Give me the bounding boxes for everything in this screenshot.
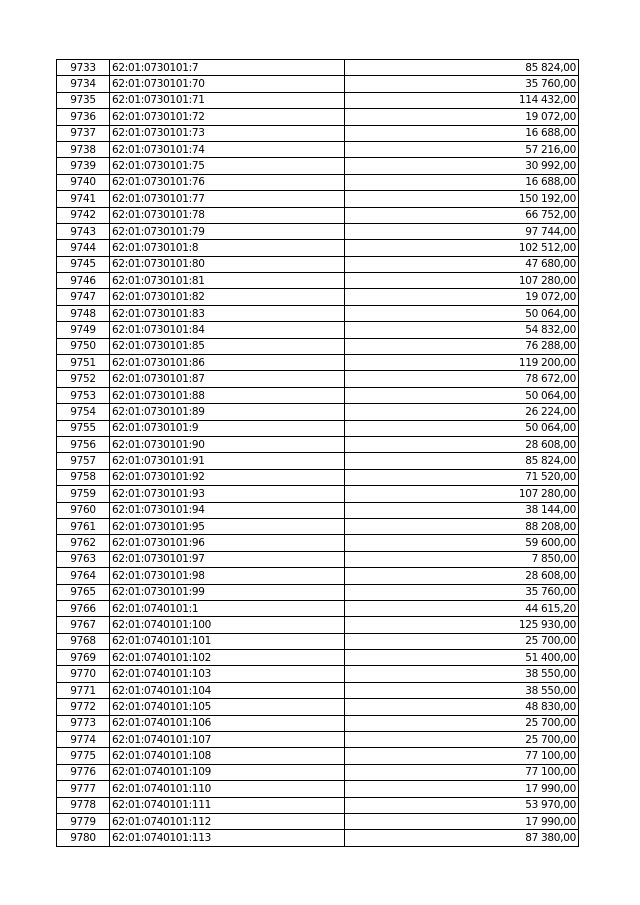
- table-row: [57, 60, 579, 76]
- table-row: [57, 486, 579, 502]
- cadastral-number-cell: 62:01:0740101:100: [110, 617, 345, 633]
- table-row: [57, 502, 579, 518]
- table-row: [57, 518, 579, 534]
- cadastral-number-cell: 62:01:0740101:101: [110, 633, 345, 649]
- row-number-cell: 9774: [57, 732, 110, 748]
- row-number-cell: 9752: [57, 371, 110, 387]
- cadastral-number-cell: 62:01:0730101:95: [110, 518, 345, 534]
- value-cell: 66 752,00: [345, 207, 579, 223]
- row-number-cell: 9747: [57, 289, 110, 305]
- cadastral-number-cell: 62:01:0740101:105: [110, 699, 345, 715]
- row-number-cell: 9734: [57, 76, 110, 92]
- table-row: [57, 568, 579, 584]
- cadastral-number-cell: 62:01:0730101:89: [110, 404, 345, 420]
- table-row: [57, 371, 579, 387]
- cadastral-number-cell: 62:01:0730101:7: [110, 60, 345, 76]
- table-row: [57, 76, 579, 92]
- cadastral-number-cell: 62:01:0730101:88: [110, 387, 345, 403]
- table-row: [57, 732, 579, 748]
- value-cell: 102 512,00: [345, 240, 579, 256]
- table-row: [57, 322, 579, 338]
- table-row: [57, 764, 579, 780]
- value-cell: 50 064,00: [345, 420, 579, 436]
- row-number-cell: 9738: [57, 141, 110, 157]
- table-row: [57, 92, 579, 108]
- row-number-cell: 9737: [57, 125, 110, 141]
- table-row: [57, 797, 579, 813]
- value-cell: 25 700,00: [345, 715, 579, 731]
- row-number-cell: 9778: [57, 797, 110, 813]
- value-cell: 50 064,00: [345, 387, 579, 403]
- row-number-cell: 9745: [57, 256, 110, 272]
- cadastral-number-cell: 62:01:0730101:96: [110, 535, 345, 551]
- cadastral-number-cell: 62:01:0740101:1: [110, 600, 345, 616]
- value-cell: 7 850,00: [345, 551, 579, 567]
- table-row: [57, 617, 579, 633]
- row-number-cell: 9750: [57, 338, 110, 354]
- table-row: [57, 600, 579, 616]
- cadastral-number-cell: 62:01:0730101:8: [110, 240, 345, 256]
- row-number-cell: 9758: [57, 469, 110, 485]
- table-row: [57, 666, 579, 682]
- table-row: [57, 715, 579, 731]
- cadastral-number-cell: 62:01:0730101:97: [110, 551, 345, 567]
- row-number-cell: 9764: [57, 568, 110, 584]
- row-number-cell: 9739: [57, 158, 110, 174]
- value-cell: 38 550,00: [345, 682, 579, 698]
- table-row: [57, 223, 579, 239]
- value-cell: 85 824,00: [345, 60, 579, 76]
- value-cell: 107 280,00: [345, 486, 579, 502]
- cadastral-number-cell: 62:01:0740101:110: [110, 781, 345, 797]
- cadastral-number-cell: 62:01:0730101:99: [110, 584, 345, 600]
- value-cell: 44 615,20: [345, 600, 579, 616]
- table-row: [57, 141, 579, 157]
- row-number-cell: 9751: [57, 355, 110, 371]
- table-row: [57, 830, 579, 846]
- table-row: [57, 174, 579, 190]
- table-row: [57, 469, 579, 485]
- cadastral-number-cell: 62:01:0730101:79: [110, 223, 345, 239]
- value-cell: 57 216,00: [345, 141, 579, 157]
- row-number-cell: 9760: [57, 502, 110, 518]
- value-cell: 38 550,00: [345, 666, 579, 682]
- value-cell: 16 688,00: [345, 174, 579, 190]
- cadastral-number-cell: 62:01:0740101:106: [110, 715, 345, 731]
- row-number-cell: 9740: [57, 174, 110, 190]
- table-row: [57, 207, 579, 223]
- table-row: [57, 158, 579, 174]
- cadastral-number-cell: 62:01:0730101:78: [110, 207, 345, 223]
- value-cell: 59 600,00: [345, 535, 579, 551]
- table-row: [57, 535, 579, 551]
- value-cell: 35 760,00: [345, 76, 579, 92]
- row-number-cell: 9766: [57, 600, 110, 616]
- table-row: [57, 813, 579, 829]
- table-row: [57, 256, 579, 272]
- row-number-cell: 9748: [57, 305, 110, 321]
- row-number-cell: 9746: [57, 273, 110, 289]
- value-cell: 19 072,00: [345, 289, 579, 305]
- table-row: [57, 305, 579, 321]
- row-number-cell: 9741: [57, 191, 110, 207]
- row-number-cell: 9749: [57, 322, 110, 338]
- table-row: [57, 240, 579, 256]
- value-cell: 19 072,00: [345, 109, 579, 125]
- value-cell: 50 064,00: [345, 305, 579, 321]
- value-cell: 30 992,00: [345, 158, 579, 174]
- cadastral-number-cell: 62:01:0740101:111: [110, 797, 345, 813]
- row-number-cell: 9772: [57, 699, 110, 715]
- value-cell: 51 400,00: [345, 650, 579, 666]
- cadastral-number-cell: 62:01:0730101:80: [110, 256, 345, 272]
- cadastral-number-cell: 62:01:0730101:9: [110, 420, 345, 436]
- table-row: [57, 699, 579, 715]
- table-row: [57, 436, 579, 452]
- cadastral-number-cell: 62:01:0730101:71: [110, 92, 345, 108]
- value-cell: 76 288,00: [345, 338, 579, 354]
- table-row: [57, 420, 579, 436]
- table-row: [57, 387, 579, 403]
- value-cell: 53 970,00: [345, 797, 579, 813]
- cadastral-number-cell: 62:01:0730101:87: [110, 371, 345, 387]
- table-row: [57, 650, 579, 666]
- cadastral-number-cell: 62:01:0730101:76: [110, 174, 345, 190]
- row-number-cell: 9759: [57, 486, 110, 502]
- cadastral-number-cell: 62:01:0730101:72: [110, 109, 345, 125]
- table-row: [57, 338, 579, 354]
- value-cell: 77 100,00: [345, 764, 579, 780]
- cadastral-number-cell: 62:01:0740101:104: [110, 682, 345, 698]
- table-row: [57, 584, 579, 600]
- table-row: [57, 125, 579, 141]
- value-cell: 26 224,00: [345, 404, 579, 420]
- table-row: [57, 453, 579, 469]
- table-row: [57, 633, 579, 649]
- row-number-cell: 9777: [57, 781, 110, 797]
- value-cell: 78 672,00: [345, 371, 579, 387]
- table-body: [57, 60, 579, 847]
- table-row: [57, 289, 579, 305]
- row-number-cell: 9768: [57, 633, 110, 649]
- row-number-cell: 9733: [57, 60, 110, 76]
- value-cell: 25 700,00: [345, 633, 579, 649]
- value-cell: 35 760,00: [345, 584, 579, 600]
- value-cell: 28 608,00: [345, 436, 579, 452]
- row-number-cell: 9755: [57, 420, 110, 436]
- row-number-cell: 9767: [57, 617, 110, 633]
- value-cell: 125 930,00: [345, 617, 579, 633]
- table-row: [57, 191, 579, 207]
- row-number-cell: 9757: [57, 453, 110, 469]
- row-number-cell: 9770: [57, 666, 110, 682]
- value-cell: 77 100,00: [345, 748, 579, 764]
- value-cell: 107 280,00: [345, 273, 579, 289]
- value-cell: 114 432,00: [345, 92, 579, 108]
- value-cell: 38 144,00: [345, 502, 579, 518]
- value-cell: 85 824,00: [345, 453, 579, 469]
- cadastral-number-cell: 62:01:0740101:103: [110, 666, 345, 682]
- cadastral-number-cell: 62:01:0730101:86: [110, 355, 345, 371]
- cadastral-number-cell: 62:01:0730101:98: [110, 568, 345, 584]
- cadastral-number-cell: 62:01:0730101:73: [110, 125, 345, 141]
- row-number-cell: 9763: [57, 551, 110, 567]
- cadastral-number-cell: 62:01:0730101:77: [110, 191, 345, 207]
- value-cell: 16 688,00: [345, 125, 579, 141]
- cadastral-number-cell: 62:01:0730101:90: [110, 436, 345, 452]
- row-number-cell: 9762: [57, 535, 110, 551]
- row-number-cell: 9765: [57, 584, 110, 600]
- cadastral-number-cell: 62:01:0730101:84: [110, 322, 345, 338]
- cadastral-number-cell: 62:01:0740101:107: [110, 732, 345, 748]
- cadastral-number-cell: 62:01:0730101:74: [110, 141, 345, 157]
- table-row: [57, 273, 579, 289]
- value-cell: 17 990,00: [345, 813, 579, 829]
- row-number-cell: 9736: [57, 109, 110, 125]
- cadastral-number-cell: 62:01:0740101:108: [110, 748, 345, 764]
- row-number-cell: 9756: [57, 436, 110, 452]
- cadastral-number-cell: 62:01:0730101:82: [110, 289, 345, 305]
- cadastral-number-cell: 62:01:0730101:70: [110, 76, 345, 92]
- row-number-cell: 9754: [57, 404, 110, 420]
- row-number-cell: 9742: [57, 207, 110, 223]
- row-number-cell: 9735: [57, 92, 110, 108]
- cadastral-number-cell: 62:01:0730101:75: [110, 158, 345, 174]
- row-number-cell: 9753: [57, 387, 110, 403]
- row-number-cell: 9773: [57, 715, 110, 731]
- table-row: [57, 781, 579, 797]
- cadastral-number-cell: 62:01:0730101:91: [110, 453, 345, 469]
- cadastral-number-cell: 62:01:0730101:85: [110, 338, 345, 354]
- cadastral-value-table: [56, 59, 579, 847]
- cadastral-number-cell: 62:01:0740101:109: [110, 764, 345, 780]
- row-number-cell: 9771: [57, 682, 110, 698]
- row-number-cell: 9743: [57, 223, 110, 239]
- value-cell: 88 208,00: [345, 518, 579, 534]
- value-cell: 71 520,00: [345, 469, 579, 485]
- value-cell: 119 200,00: [345, 355, 579, 371]
- row-number-cell: 9769: [57, 650, 110, 666]
- value-cell: 54 832,00: [345, 322, 579, 338]
- row-number-cell: 9776: [57, 764, 110, 780]
- cadastral-number-cell: 62:01:0730101:83: [110, 305, 345, 321]
- value-cell: 150 192,00: [345, 191, 579, 207]
- cadastral-number-cell: 62:01:0730101:94: [110, 502, 345, 518]
- value-cell: 48 830,00: [345, 699, 579, 715]
- row-number-cell: 9779: [57, 813, 110, 829]
- row-number-cell: 9761: [57, 518, 110, 534]
- value-cell: 28 608,00: [345, 568, 579, 584]
- cadastral-number-cell: 62:01:0730101:92: [110, 469, 345, 485]
- table-row: [57, 748, 579, 764]
- cadastral-number-cell: 62:01:0740101:112: [110, 813, 345, 829]
- value-cell: 25 700,00: [345, 732, 579, 748]
- value-cell: 47 680,00: [345, 256, 579, 272]
- value-cell: 17 990,00: [345, 781, 579, 797]
- table-row: [57, 682, 579, 698]
- table-row: [57, 404, 579, 420]
- value-cell: 97 744,00: [345, 223, 579, 239]
- cadastral-number-cell: 62:01:0740101:102: [110, 650, 345, 666]
- cadastral-number-cell: 62:01:0730101:93: [110, 486, 345, 502]
- table-row: [57, 355, 579, 371]
- row-number-cell: 9775: [57, 748, 110, 764]
- row-number-cell: 9744: [57, 240, 110, 256]
- table-row: [57, 109, 579, 125]
- row-number-cell: 9780: [57, 830, 110, 846]
- cadastral-number-cell: 62:01:0740101:113: [110, 830, 345, 846]
- value-cell: 87 380,00: [345, 830, 579, 846]
- table-row: [57, 551, 579, 567]
- cadastral-number-cell: 62:01:0730101:81: [110, 273, 345, 289]
